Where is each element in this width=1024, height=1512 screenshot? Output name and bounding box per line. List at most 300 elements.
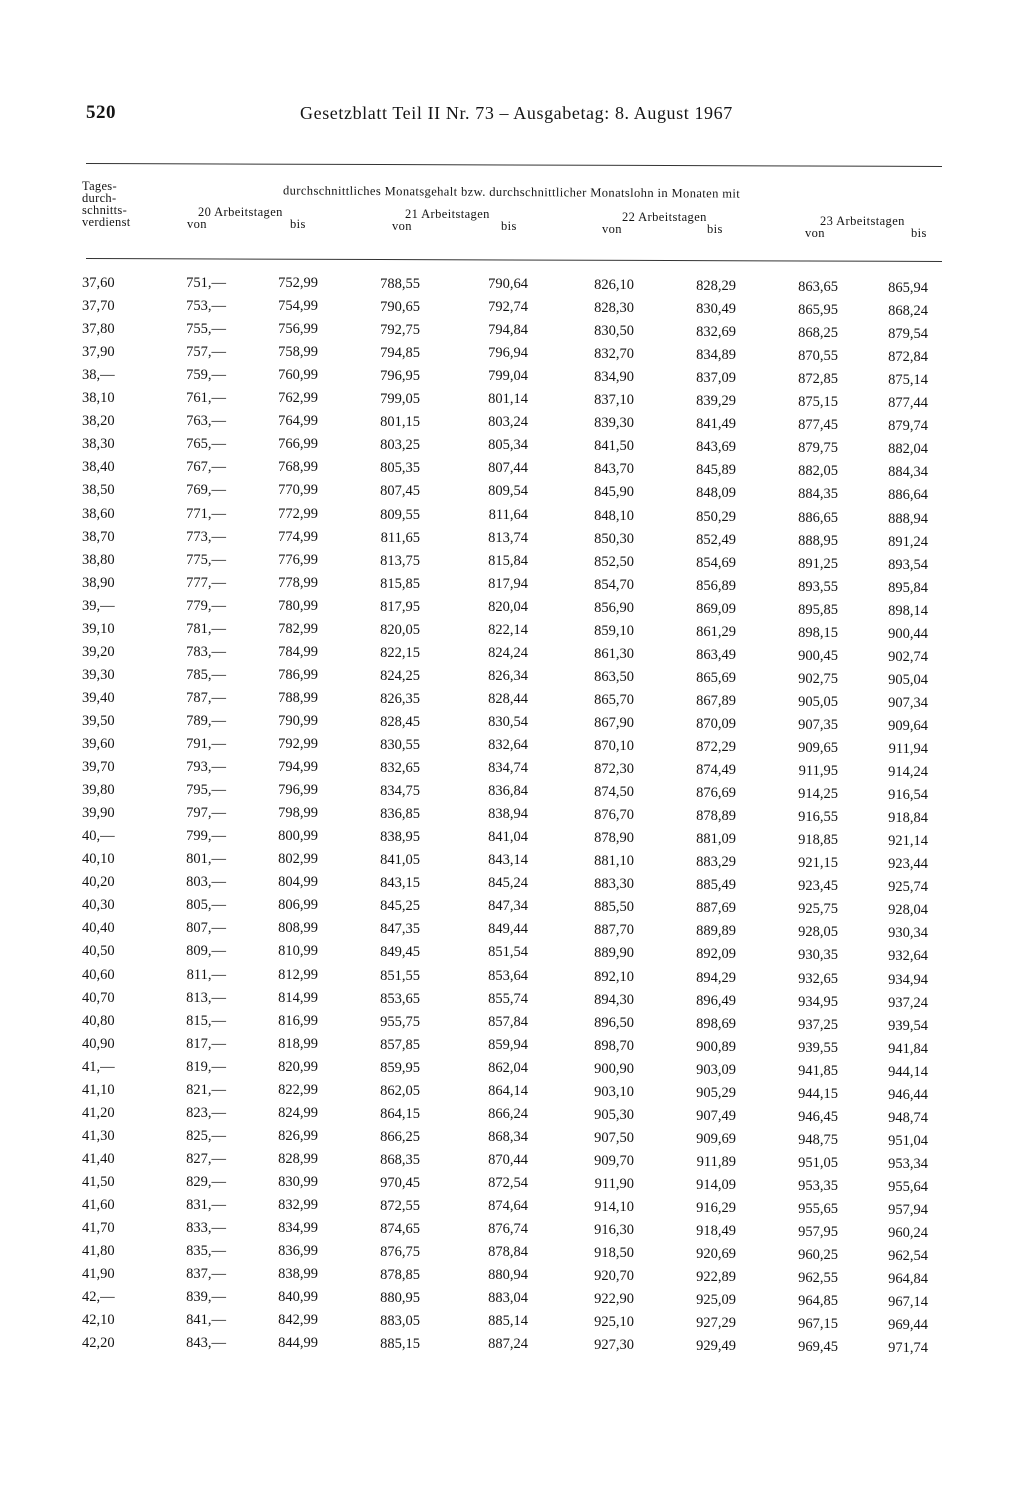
daily-earnings-cell: 41,70: [82, 1220, 115, 1237]
from-23-cell: 888,95: [798, 532, 838, 549]
from-23-cell: 863,65: [798, 279, 838, 295]
from-21-cell: 847,35: [380, 921, 420, 938]
to-20-cell: 840,99: [278, 1289, 318, 1306]
page-title: Gesetzblatt Teil II Nr. 73 – Ausgabetag: 8. August 1967: [300, 103, 733, 123]
from-23-cell: 937,25: [798, 1016, 838, 1033]
to-20-cell: 782,99: [278, 620, 318, 637]
from-20-cell: 751,—: [186, 275, 226, 291]
from-20-cell: 755,—: [186, 321, 226, 338]
from-23-cell: 911,95: [798, 763, 838, 780]
subgroup-23-to: bis: [911, 226, 927, 240]
to-20-cell: 778,99: [278, 574, 318, 591]
from-23-cell: 967,15: [798, 1316, 838, 1333]
from-20-cell: 783,—: [186, 643, 226, 660]
from-22-cell: 907,50: [594, 1129, 634, 1146]
daily-earnings-cell: 37,60: [82, 275, 115, 291]
to-20-cell: 756,99: [278, 321, 318, 338]
to-21-cell: 862,04: [488, 1059, 528, 1076]
to-20-cell: 842,99: [278, 1312, 318, 1329]
from-23-cell: 969,45: [798, 1339, 838, 1356]
daily-earnings-cell: 40,20: [82, 874, 115, 891]
to-21-cell: 870,44: [488, 1151, 528, 1168]
table-row: [0, 1151, 1024, 1173]
group-header: durchschnittliches Monatsgehalt bzw. durchschnittlicher Monatslohn in Monaten mit: [282, 183, 741, 201]
from-23-cell: 891,25: [798, 555, 838, 572]
to-21-cell: 864,14: [488, 1082, 528, 1099]
daily-earnings-cell: 41,90: [82, 1266, 115, 1283]
to-23-cell: 865,94: [888, 280, 928, 296]
to-23-cell: 895,84: [888, 579, 928, 596]
to-20-cell: 780,99: [278, 597, 318, 614]
to-22-cell: 856,89: [696, 577, 736, 594]
to-22-cell: 918,49: [696, 1223, 736, 1240]
daily-earnings-cell: 41,—: [82, 1058, 115, 1075]
from-21-cell: 838,95: [380, 829, 420, 846]
subgroup-20-to: bis: [290, 217, 306, 231]
to-20-cell: 800,99: [278, 828, 318, 845]
to-22-cell: 907,49: [696, 1107, 736, 1124]
to-20-cell: 834,99: [278, 1220, 318, 1237]
table-row: [0, 390, 1024, 412]
table-row: [0, 344, 1024, 366]
table-row: [0, 874, 1024, 896]
from-21-cell: 878,85: [380, 1267, 420, 1284]
stub-header-line: verdienst: [82, 215, 131, 229]
from-20-cell: 839,—: [186, 1289, 226, 1306]
to-22-cell: 920,69: [696, 1246, 736, 1263]
to-20-cell: 828,99: [278, 1150, 318, 1167]
to-22-cell: 896,49: [696, 992, 736, 1009]
to-21-cell: 866,24: [488, 1105, 528, 1122]
to-23-cell: 900,44: [888, 625, 928, 642]
to-22-cell: 832,69: [696, 324, 736, 341]
to-23-cell: 928,04: [888, 902, 928, 919]
from-21-cell: 845,25: [380, 898, 420, 915]
to-20-cell: 824,99: [278, 1104, 318, 1121]
from-23-cell: 951,05: [798, 1154, 838, 1171]
to-21-cell: 826,34: [488, 667, 528, 684]
to-20-cell: 752,99: [278, 275, 318, 291]
from-20-cell: 815,—: [186, 1012, 226, 1029]
to-20-cell: 812,99: [278, 966, 318, 983]
to-23-cell: 916,54: [888, 787, 928, 804]
to-22-cell: 903,09: [696, 1061, 736, 1078]
to-20-cell: 822,99: [278, 1081, 318, 1098]
to-20-cell: 816,99: [278, 1012, 318, 1029]
to-21-cell: 828,44: [488, 690, 528, 707]
subgroup-21-to: bis: [501, 219, 517, 233]
table-header-rule: [86, 258, 942, 262]
from-21-cell: 792,75: [380, 322, 420, 339]
from-21-cell: 822,15: [380, 644, 420, 661]
to-23-cell: 886,64: [888, 487, 928, 504]
from-22-cell: 903,10: [594, 1083, 634, 1100]
table-row: [0, 436, 1024, 458]
from-21-cell: 801,15: [380, 414, 420, 431]
to-22-cell: 870,09: [696, 715, 736, 732]
to-21-cell: 803,24: [488, 414, 528, 431]
daily-earnings-cell: 38,—: [82, 367, 115, 384]
to-22-cell: 922,89: [696, 1269, 736, 1286]
table-row: [0, 598, 1024, 620]
from-20-cell: 773,—: [186, 528, 226, 545]
daily-earnings-cell: 42,20: [82, 1335, 115, 1352]
from-20-cell: 827,—: [186, 1150, 226, 1167]
to-20-cell: 774,99: [278, 528, 318, 545]
daily-earnings-cell: 38,30: [82, 436, 115, 453]
from-22-cell: 865,70: [594, 691, 634, 708]
to-20-cell: 832,99: [278, 1197, 318, 1213]
to-21-cell: 878,84: [488, 1244, 528, 1261]
to-20-cell: 790,99: [278, 712, 318, 729]
to-21-cell: 853,64: [488, 967, 528, 984]
from-20-cell: 843,—: [186, 1335, 226, 1352]
daily-earnings-cell: 40,70: [82, 989, 115, 1006]
to-20-cell: 794,99: [278, 759, 318, 776]
to-23-cell: 877,44: [888, 395, 928, 412]
table-row: [0, 943, 1024, 965]
from-21-cell: 817,95: [380, 598, 420, 615]
table-row: [0, 1059, 1024, 1081]
table-row: [0, 482, 1024, 504]
from-23-cell: 941,85: [798, 1062, 838, 1079]
from-20-cell: 791,—: [186, 736, 226, 752]
from-23-cell: 914,25: [798, 786, 838, 803]
from-20-cell: 807,—: [186, 920, 226, 937]
to-21-cell: 832,64: [488, 737, 528, 753]
from-22-cell: 861,30: [594, 645, 634, 662]
to-20-cell: 772,99: [278, 505, 318, 522]
from-20-cell: 771,—: [186, 505, 226, 522]
from-21-cell: 796,95: [380, 368, 420, 385]
daily-earnings-cell: 39,—: [82, 597, 115, 614]
from-21-cell: 836,85: [380, 806, 420, 823]
from-22-cell: 922,90: [594, 1291, 634, 1308]
to-23-cell: 930,34: [888, 925, 928, 942]
from-20-cell: 805,—: [186, 897, 226, 914]
subgroup-22-from: von: [602, 222, 622, 236]
to-21-cell: 820,04: [488, 598, 528, 615]
from-23-cell: 955,65: [798, 1201, 838, 1217]
to-23-cell: 944,14: [888, 1063, 928, 1080]
from-22-cell: 826,10: [594, 277, 634, 293]
to-21-cell: 874,64: [488, 1198, 528, 1214]
from-22-cell: 843,70: [594, 461, 634, 478]
from-23-cell: 930,35: [798, 947, 838, 964]
daily-earnings-cell: 39,40: [82, 689, 115, 706]
from-22-cell: 887,70: [594, 922, 634, 939]
table-row: [0, 805, 1024, 827]
from-22-cell: 867,90: [594, 714, 634, 731]
daily-earnings-cell: 41,40: [82, 1150, 115, 1167]
daily-earnings-cell: 39,70: [82, 759, 115, 776]
table-row: [0, 1128, 1024, 1150]
daily-earnings-cell: 39,30: [82, 666, 115, 683]
to-23-cell: 921,14: [888, 833, 928, 850]
to-23-cell: 971,74: [888, 1340, 928, 1357]
to-21-cell: 805,34: [488, 437, 528, 454]
from-21-cell: 788,55: [380, 276, 420, 292]
to-21-cell: 796,94: [488, 345, 528, 362]
from-21-cell: 826,35: [380, 690, 420, 707]
stub-header-line: Tages-: [82, 179, 117, 193]
page-number: 520: [86, 102, 116, 123]
from-22-cell: 828,30: [594, 300, 634, 317]
to-21-cell: 847,34: [488, 898, 528, 915]
daily-earnings-cell: 42,—: [82, 1289, 115, 1306]
daily-earnings-cell: 40,10: [82, 851, 115, 868]
to-21-cell: 857,84: [488, 1013, 528, 1030]
from-21-cell: 790,65: [380, 299, 420, 316]
to-21-cell: 838,94: [488, 806, 528, 823]
subgroup-20-from: von: [187, 217, 207, 231]
from-21-cell: 872,55: [380, 1198, 420, 1214]
to-22-cell: 883,29: [696, 854, 736, 871]
to-22-cell: 898,69: [696, 1015, 736, 1032]
from-23-cell: 877,45: [798, 417, 838, 434]
from-20-cell: 763,—: [186, 413, 226, 430]
from-23-cell: 886,65: [798, 509, 838, 526]
from-21-cell: 970,45: [380, 1174, 420, 1191]
daily-earnings-cell: 40,90: [82, 1035, 115, 1052]
daily-earnings-cell: 37,80: [82, 321, 115, 338]
from-21-cell: 857,85: [380, 1036, 420, 1053]
to-22-cell: 863,49: [696, 646, 736, 663]
from-21-cell: 811,65: [380, 529, 420, 546]
subgroup-22-label: 22 Arbeitstagen: [622, 210, 707, 224]
from-21-cell: 803,25: [380, 437, 420, 454]
from-20-cell: 809,—: [186, 943, 226, 960]
from-20-cell: 829,—: [186, 1173, 226, 1190]
table-top-rule: [86, 163, 942, 167]
from-22-cell: 839,30: [594, 415, 634, 432]
from-20-cell: 811,—: [186, 966, 226, 983]
to-20-cell: 786,99: [278, 666, 318, 683]
to-21-cell: 824,24: [488, 644, 528, 661]
from-22-cell: 889,90: [594, 945, 634, 962]
to-22-cell: 872,29: [696, 739, 736, 755]
daily-earnings-cell: 38,90: [82, 574, 115, 591]
to-20-cell: 760,99: [278, 367, 318, 384]
from-21-cell: 830,55: [380, 737, 420, 753]
from-21-cell: 841,05: [380, 852, 420, 869]
from-23-cell: 948,75: [798, 1131, 838, 1148]
from-21-cell: 862,05: [380, 1082, 420, 1099]
subgroup-23-from: von: [805, 226, 825, 240]
to-23-cell: 879,74: [888, 418, 928, 435]
table-row: [0, 1036, 1024, 1058]
to-23-cell: 951,04: [888, 1132, 928, 1149]
to-20-cell: 758,99: [278, 344, 318, 361]
from-21-cell: 874,65: [380, 1221, 420, 1238]
from-22-cell: 848,10: [594, 507, 634, 524]
to-20-cell: 806,99: [278, 897, 318, 914]
to-22-cell: 867,89: [696, 692, 736, 709]
from-22-cell: 896,50: [594, 1014, 634, 1031]
to-22-cell: 887,69: [696, 900, 736, 917]
to-21-cell: 876,74: [488, 1221, 528, 1238]
from-23-cell: 934,95: [798, 993, 838, 1010]
to-21-cell: 836,84: [488, 783, 528, 800]
from-20-cell: 781,—: [186, 620, 226, 637]
from-22-cell: 859,10: [594, 622, 634, 639]
table-row: [0, 759, 1024, 781]
to-20-cell: 788,99: [278, 689, 318, 706]
to-21-cell: 868,34: [488, 1128, 528, 1145]
to-21-cell: 799,04: [488, 368, 528, 385]
from-21-cell: 883,05: [380, 1313, 420, 1330]
from-20-cell: 801,—: [186, 851, 226, 868]
table-row: [0, 667, 1024, 689]
subgroup-23-label: 23 Arbeitstagen: [820, 214, 905, 228]
to-23-cell: 879,54: [888, 326, 928, 343]
from-22-cell: 892,10: [594, 968, 634, 985]
table-row: [0, 897, 1024, 919]
from-23-cell: 944,15: [798, 1085, 838, 1102]
from-21-cell: 820,05: [380, 621, 420, 638]
from-20-cell: 841,—: [186, 1312, 226, 1329]
from-21-cell: 807,45: [380, 483, 420, 500]
from-21-cell: 809,55: [380, 506, 420, 523]
daily-earnings-cell: 38,20: [82, 413, 115, 430]
stub-header-line: durch-: [82, 191, 117, 205]
from-22-cell: 874,50: [594, 784, 634, 801]
to-22-cell: 834,89: [696, 347, 736, 364]
from-23-cell: 907,35: [798, 716, 838, 733]
from-22-cell: 883,30: [594, 876, 634, 893]
table-row: [0, 529, 1024, 551]
from-23-cell: 928,05: [798, 924, 838, 941]
from-23-cell: 875,15: [798, 394, 838, 411]
from-22-cell: 856,90: [594, 599, 634, 616]
from-20-cell: 787,—: [186, 689, 226, 706]
table-row: [0, 1335, 1024, 1357]
from-23-cell: 932,65: [798, 970, 838, 987]
to-22-cell: 854,69: [696, 554, 736, 571]
to-20-cell: 784,99: [278, 643, 318, 660]
to-23-cell: 964,84: [888, 1271, 928, 1288]
to-23-cell: 918,84: [888, 810, 928, 827]
table-row: [0, 1289, 1024, 1311]
to-23-cell: 969,44: [888, 1317, 928, 1334]
to-23-cell: 948,74: [888, 1109, 928, 1126]
from-22-cell: 872,30: [594, 761, 634, 778]
from-22-cell: 894,30: [594, 991, 634, 1008]
from-21-cell: 880,95: [380, 1290, 420, 1307]
to-22-cell: 909,69: [696, 1130, 736, 1147]
from-22-cell: 927,30: [594, 1337, 634, 1354]
to-22-cell: 861,29: [696, 623, 736, 640]
daily-earnings-cell: 39,80: [82, 782, 115, 799]
subgroup-22-to: bis: [707, 222, 723, 236]
to-22-cell: 837,09: [696, 370, 736, 387]
stub-header-line: schnitts-: [82, 203, 128, 217]
to-23-cell: 955,64: [888, 1178, 928, 1195]
from-23-cell: 909,65: [798, 740, 838, 756]
table-row: [0, 990, 1024, 1012]
from-22-cell: 925,10: [594, 1314, 634, 1331]
table-row: [0, 713, 1024, 735]
from-23-cell: 962,55: [798, 1270, 838, 1287]
to-23-cell: 937,24: [888, 994, 928, 1011]
from-21-cell: 813,75: [380, 552, 420, 569]
to-23-cell: 893,54: [888, 556, 928, 573]
to-22-cell: 876,69: [696, 785, 736, 802]
to-23-cell: 914,24: [888, 764, 928, 781]
daily-earnings-cell: 41,60: [82, 1197, 115, 1213]
from-23-cell: 918,85: [798, 832, 838, 849]
to-20-cell: 804,99: [278, 874, 318, 891]
to-21-cell: 855,74: [488, 990, 528, 1007]
to-22-cell: 927,29: [696, 1315, 736, 1332]
from-21-cell: 849,45: [380, 944, 420, 961]
from-21-cell: 799,05: [380, 391, 420, 408]
to-23-cell: 872,84: [888, 349, 928, 366]
to-22-cell: 850,29: [696, 508, 736, 525]
from-22-cell: 878,90: [594, 830, 634, 847]
to-20-cell: 764,99: [278, 413, 318, 430]
to-22-cell: 925,09: [696, 1292, 736, 1309]
from-20-cell: 767,—: [186, 459, 226, 476]
to-20-cell: 814,99: [278, 989, 318, 1006]
from-22-cell: 920,70: [594, 1268, 634, 1285]
from-22-cell: 916,30: [594, 1222, 634, 1239]
to-21-cell: 815,84: [488, 552, 528, 569]
to-22-cell: 916,29: [696, 1200, 736, 1216]
from-23-cell: 960,25: [798, 1247, 838, 1264]
from-22-cell: 885,50: [594, 899, 634, 916]
daily-earnings-cell: 41,20: [82, 1104, 115, 1121]
to-22-cell: 828,29: [696, 278, 736, 294]
to-21-cell: 851,54: [488, 944, 528, 961]
from-20-cell: 753,—: [186, 298, 226, 315]
stub-header: [82, 180, 131, 228]
from-23-cell: 925,75: [798, 901, 838, 918]
to-21-cell: 830,54: [488, 713, 528, 730]
from-21-cell: 859,95: [380, 1059, 420, 1076]
from-21-cell: 828,45: [380, 713, 420, 730]
table-row: [0, 413, 1024, 435]
to-20-cell: 844,99: [278, 1335, 318, 1352]
table-row: [0, 575, 1024, 597]
from-21-cell: 805,35: [380, 460, 420, 477]
from-22-cell: 881,10: [594, 853, 634, 870]
from-20-cell: 821,—: [186, 1081, 226, 1098]
to-23-cell: 884,34: [888, 464, 928, 481]
to-22-cell: 889,89: [696, 923, 736, 940]
to-20-cell: 820,99: [278, 1058, 318, 1075]
from-22-cell: 900,90: [594, 1060, 634, 1077]
from-20-cell: 831,—: [186, 1197, 226, 1213]
to-23-cell: 875,14: [888, 372, 928, 389]
to-21-cell: 859,94: [488, 1036, 528, 1053]
to-23-cell: 902,74: [888, 648, 928, 665]
from-20-cell: 789,—: [186, 712, 226, 729]
from-20-cell: 819,—: [186, 1058, 226, 1075]
to-20-cell: 796,99: [278, 782, 318, 799]
daily-earnings-cell: 39,10: [82, 620, 115, 637]
subgroup-20-label: 20 Arbeitstagen: [198, 205, 283, 219]
to-20-cell: 810,99: [278, 943, 318, 960]
to-20-cell: 836,99: [278, 1243, 318, 1260]
to-22-cell: 839,29: [696, 393, 736, 410]
from-20-cell: 759,—: [186, 367, 226, 384]
from-22-cell: 909,70: [594, 1152, 634, 1169]
to-23-cell: 923,44: [888, 856, 928, 873]
table-row: [0, 621, 1024, 643]
table-row: [0, 1197, 1024, 1219]
to-23-cell: 898,14: [888, 602, 928, 619]
